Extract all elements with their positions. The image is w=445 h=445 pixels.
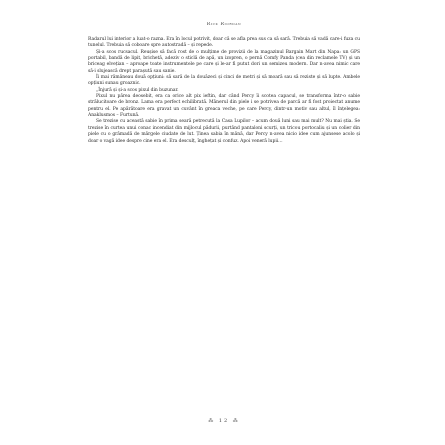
book-page xyxy=(88,22,360,432)
paragraph: Îi mai rămâneau două opțiuni: să sară de la douăzeci și cinci de metri și să moară sau să reziste și să lupte. Ambele opțiuni sunau groaznic. xyxy=(88,75,360,87)
paragraph: „Înjură și și-a scos pixul din buzunar. xyxy=(96,87,179,93)
body-text xyxy=(88,37,360,145)
paragraph: Pixul nu părea deosebit, era ca orice alt pix ieftin, dar când Percy îi scotea capacul, se transforma într-o sabie strălucitoare de bronz. Lama era perfect echilibrată. Mânerul din piele i se potrivea de parcă ar fi fost proiectat anume pentru el. Pe apărătoare era gravat un cuvânt în greaca veche, pe care Percy, dintr-un motiv sau altul, îl înțelegea: Anaklusmos – Furtună. xyxy=(88,94,360,119)
folio-ornament-right: ⁂ xyxy=(232,418,240,424)
paragraph: Se trezise cu această sabie în prima seară petrecută la Casa Lupilor – acum două luni sau mai mult? Nu mai știa. Se trezise în curtea unui conac incendiat din mijlocul pădurii, purtând pantaloni scurți, un tricou portocaliu și un colier din piele cu o grămadă de mărgele ciudate de lut. Ținea sabia în mână, dar Percy n-avea nicio idee cum ajunsese acolo și doar o vagă idee despre cine era el. Era desculț, înghețat și confuz. Apoi veneră lupii… xyxy=(88,119,360,144)
folio-number: 12 xyxy=(218,418,230,424)
paragraph: Și-a scos rucsacul. Reușise să facă rost de o mulțime de provizii de la magazinul Bargain Mart din Napa: un GPS portabil, bandă de lipit, brichetă, adeziv o sticlă de apă, un izopren, o pernă Comfy Panda (cea din reclamele TV) și un briceag elvețian – aproape toate instrumentele pe care și le-ar fi putut dori un semizeu modern. Dar n-avea nimic care să-i slujească drept parașută sau sanie. xyxy=(88,49,360,74)
running-head: Rick Riordan xyxy=(206,22,242,27)
page-number xyxy=(88,418,360,424)
folio-ornament-left: ⁂ xyxy=(208,418,216,424)
paragraph: Radarul lui interior a luat-o razna. Era în locul potrivit, doar că se afla prea sus ca să sară. Trebuia să vadă care-i fuza cu tunelul. Trebuia să coboare spre autostradă – și repede. xyxy=(88,37,360,49)
